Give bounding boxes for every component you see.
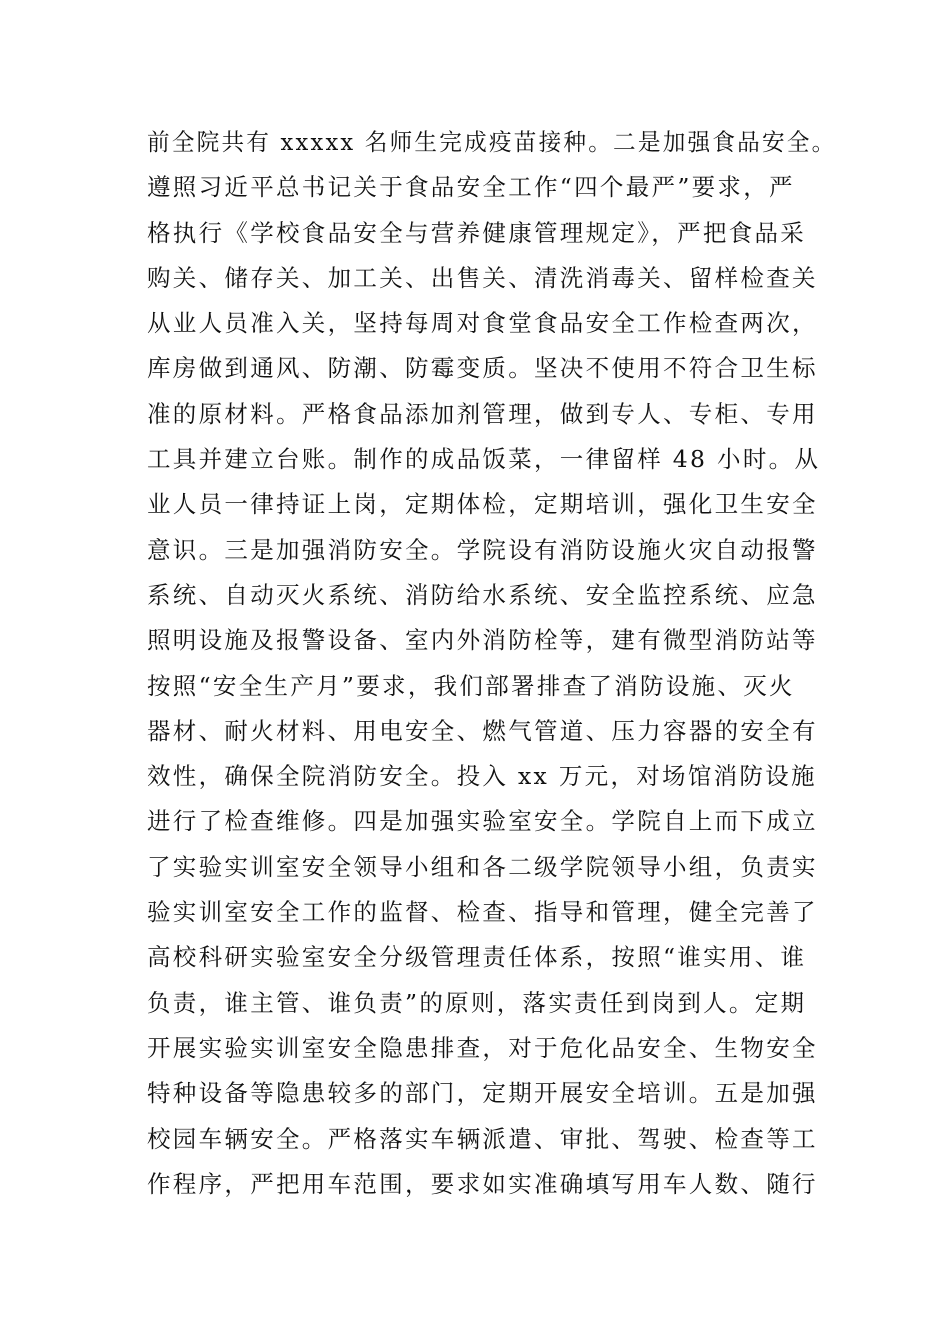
text-line-22: 特种设备等隐患较多的部门，定期开展安全培训。五是加强 [147, 1079, 818, 1108]
text-line-18: 验实训室安全工作的监督、检查、指导和管理，健全完善了 [147, 898, 818, 927]
text-line-13: 按照“安全生产月”要求，我们部署排查了消防设施、灭火 [147, 671, 795, 700]
text-line-3: 格执行《学校食品安全与营养健康管理规定》，严把食品采 [147, 218, 807, 247]
text-line-9: 业人员一律持证上岗，定期体检，定期培训，强化卫生安全 [147, 490, 818, 519]
text-line-6: 库房做到通风、防潮、防霉变质。坚决不使用不符合卫生标 [147, 354, 818, 383]
text-line-16: 进行了检查维修。四是加强实验室安全。学院自上而下成立 [147, 807, 818, 836]
text-line-23: 校园车辆安全。严格落实车辆派遣、审批、驾驶、检查等工 [147, 1124, 818, 1153]
text-line-24: 作程序，严把用车范围，要求如实准确填写用车人数、随行 [147, 1169, 818, 1198]
text-line-10: 意识。三是加强消防安全。学院设有消防设施火灾自动报警 [147, 535, 818, 564]
text-line-14: 器材、耐火材料、用电安全、燃气管道、压力容器的安全有 [147, 716, 818, 745]
text-line-15: 效性，确保全院消防安全。投入 xx 万元，对场馆消防设施 [147, 762, 817, 791]
text-line-19: 高校科研实验室安全分级管理责任体系，按照“谁实用、谁 [147, 943, 807, 972]
text-line-5: 从业人员准入关，坚持每周对食堂食品安全工作检查两次， [147, 309, 818, 338]
text-line-7: 准的原材料。严格食品添加剂管理，做到专人、专柜、专用 [147, 399, 818, 428]
text-line-12: 照明设施及报警设备、室内外消防栓等，建有微型消防站等 [147, 626, 818, 655]
text-line-8: 工具并建立台账。制作的成品饭菜，一律留样 48 小时。从 [147, 445, 821, 474]
text-line-11: 系统、自动灭火系统、消防给水系统、安全监控系统、应急 [147, 580, 818, 609]
body-text [147, 120, 837, 1207]
text-line-4: 购关、储存关、加工关、出售关、清洗消毒关、留样检查关 [147, 263, 818, 292]
text-line-17: 了实验实训室安全领导小组和各二级学院领导小组，负责实 [147, 852, 818, 881]
text-line-1: 前全院共有 xxxxx 名师生完成疫苗接种。二是加强食品安全。 [147, 128, 837, 156]
text-line-21: 开展实验实训室安全隐患排查，对于危化品安全、生物安全 [147, 1033, 818, 1062]
text-line-20: 负责，谁主管、谁负责”的原则，落实责任到岗到人。定期 [147, 988, 807, 1017]
text-line-2: 遵照习近平总书记关于食品安全工作“四个最严”要求，严 [147, 173, 795, 202]
